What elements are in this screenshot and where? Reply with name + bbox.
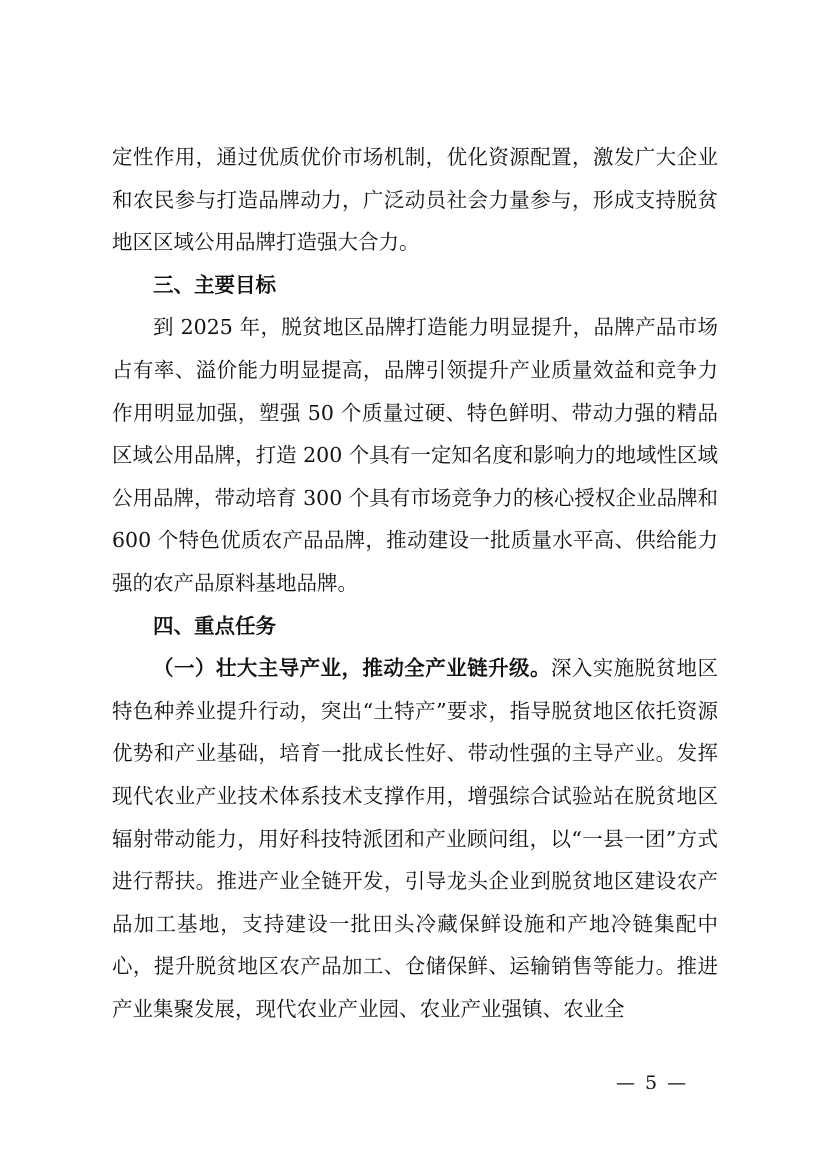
page-number: — 5 — — [616, 1072, 689, 1094]
section-heading-main-goals: 三、主要目标 — [153, 272, 276, 297]
paragraph-key-task-1 — [112, 647, 718, 1030]
key-task-1-title: （一）壮大主导产业，推动全产业链升级。 — [153, 656, 551, 681]
paragraph-continuation: 定性作用，通过优质优价市场机制，优化资源配置，激发广大企业和农民参与打造品牌动力，广泛动员社会力量参与，形成支持脱贫地区区域公用品牌打造强大合力。 — [112, 145, 718, 255]
paragraph-main-goals: 到 2025 年，脱贫地区品牌打造能力明显提升，品牌产品市场占有率、溢价能力明显提高，品牌引领提升产业质量效益和竞争力作用明显加强，塑强 50 个质量过硬、特色鲜明、带动力强的精品区域公用品牌，打造 200 个具有一定知名度和影响力的地域性区域公用品牌，带动培育 300 个具有市场竞争力的核心授权企业品牌和 600 个特色优质农产品品牌，推动建设一批质量水平高、供给能力强的农产品原料基地品牌。 — [112, 315, 718, 595]
section-heading-key-tasks: 四、重点任务 — [153, 613, 276, 638]
document-body — [112, 136, 718, 1030]
key-task-1-body: 深入实施脱贫地区特色种养业提升行动，突出“土特产”要求，指导脱贫地区依托资源优势和产业基础，培育一批成长性好、带动性强的主导产业。发挥现代农业产业技术体系技术支撑作用，增强综合试验站在脱贫地区辐射带动能力，用好科技特派团和产业顾问组，以“一县一团”方式进行帮扶。推进产业全链开发，引导龙头企业到脱贫地区建设农产品加工基地，支持建设一批田头冷藏保鲜设施和产地冷链集配中心，提升脱贫地区农产品加工、仓储保鲜、运输销售等能力。推进产业集聚发展，现代农业产业园、农业产业强镇、农业全 — [112, 656, 719, 1021]
